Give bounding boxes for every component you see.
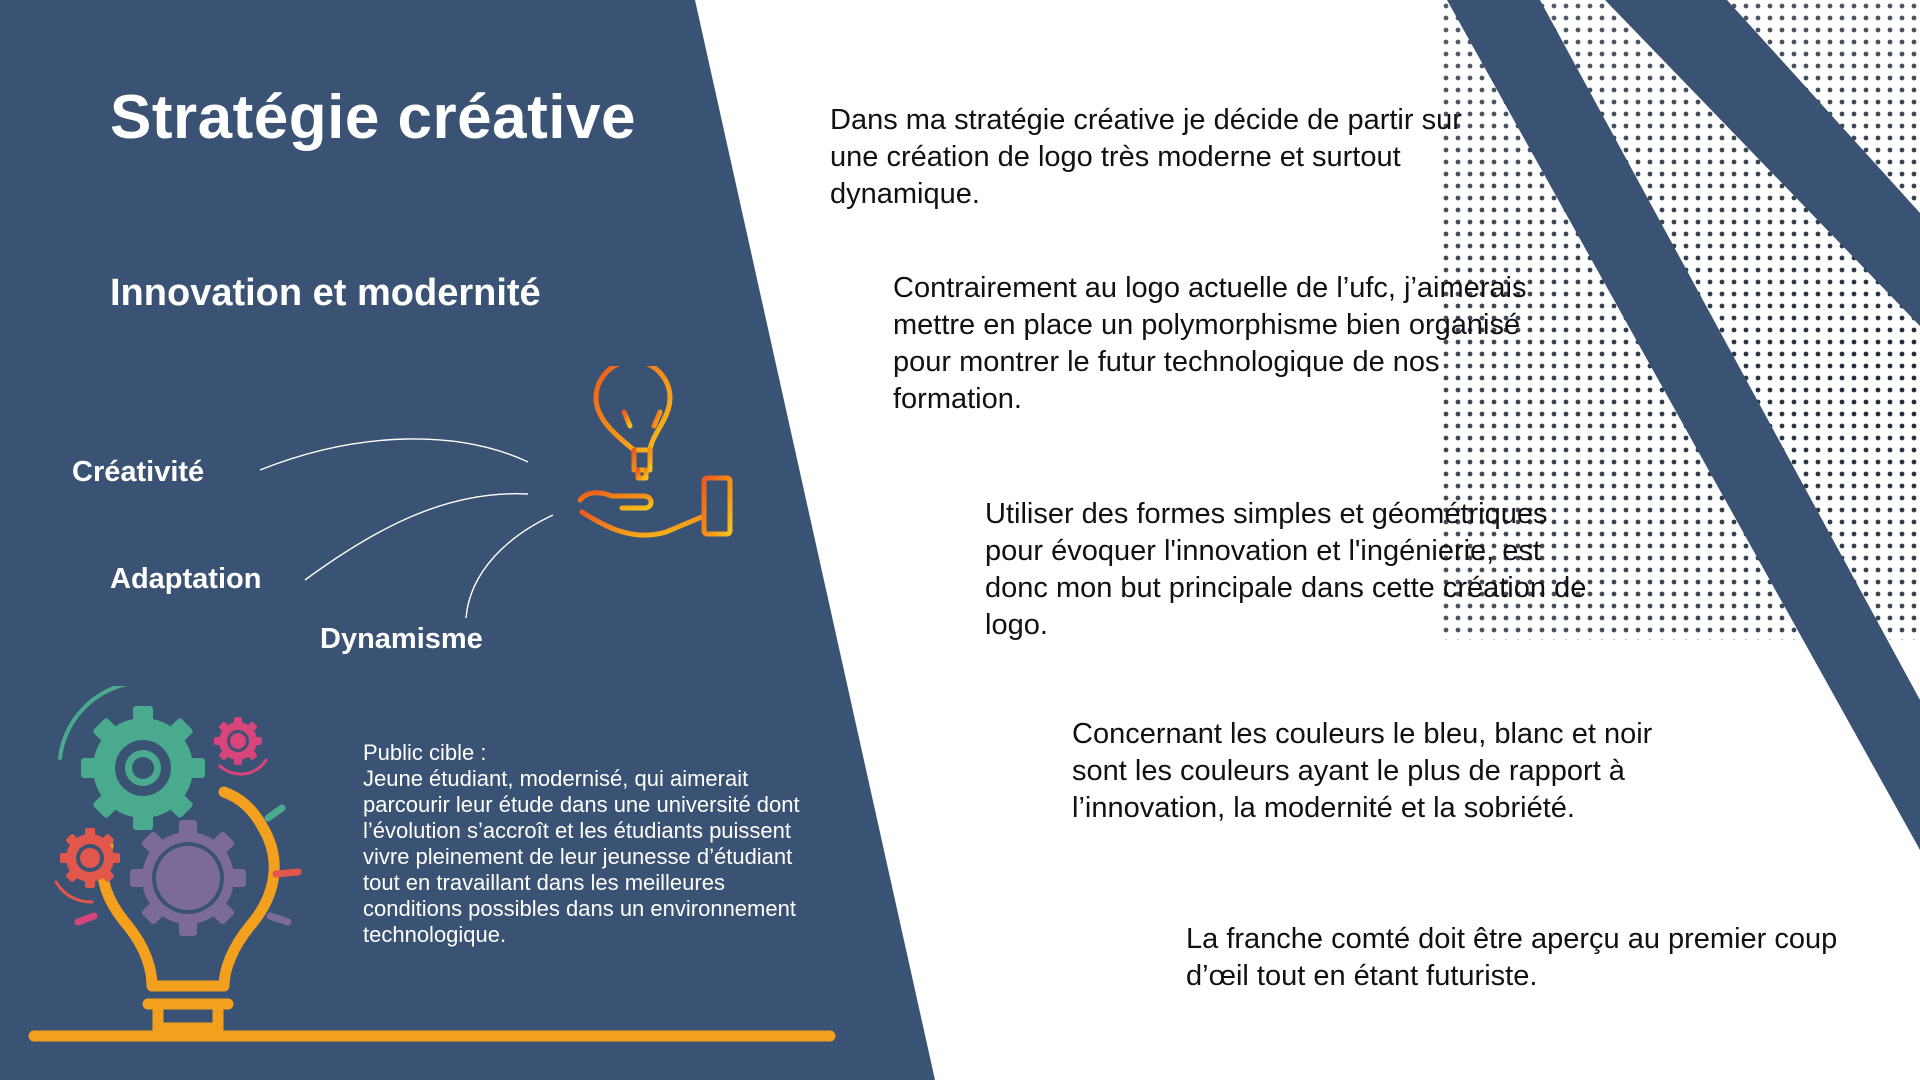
target-audience-label: Public cible : bbox=[363, 740, 487, 765]
lightbulb-hand-icon bbox=[574, 366, 742, 546]
paragraph-2: Contrairement au logo actuelle de l’ufc, j’aimerais mettre en place un polymorphisme bien organisé pour montrer le futur technologique de nos formation. bbox=[893, 272, 1527, 415]
target-audience bbox=[363, 740, 813, 948]
keyword-creativite: Créativité bbox=[72, 456, 205, 488]
paragraph-1: Dans ma stratégie créative je décide de partir sur une création de logo très moderne et surtout dynamique. bbox=[830, 104, 1462, 210]
paragraph-5: La franche comté doit être aperçu au premier coup d’œil tout en étant futuriste. bbox=[1186, 923, 1838, 992]
paragraph-3: Utiliser des formes simples et géométriques pour évoquer l'innovation et l'ingénierie, est donc mon but principale dans cette création de logo. bbox=[985, 498, 1587, 641]
gears-lightbulb-icon bbox=[48, 686, 318, 1036]
target-audience-text: Jeune étudiant, modernisé, qui aimerait parcourir leur étude dans une université dont l’évolution s’accroît et les étudiants puissent vivre pleinement de leur jeunesse d’étudiant tout en travaillant dans les meilleures conditions possibles dans un environnement technologique. bbox=[363, 766, 800, 947]
page-subtitle: Innovation et modernité bbox=[110, 272, 541, 314]
keyword-dynamisme: Dynamisme bbox=[320, 623, 483, 655]
keyword-adaptation: Adaptation bbox=[110, 563, 262, 595]
page-title: Stratégie créative bbox=[110, 83, 636, 152]
paragraph-4: Concernant les couleurs le bleu, blanc et noir sont les couleurs ayant le plus de rapport à l’innovation, la modernité et la sobriété. bbox=[1072, 718, 1653, 824]
